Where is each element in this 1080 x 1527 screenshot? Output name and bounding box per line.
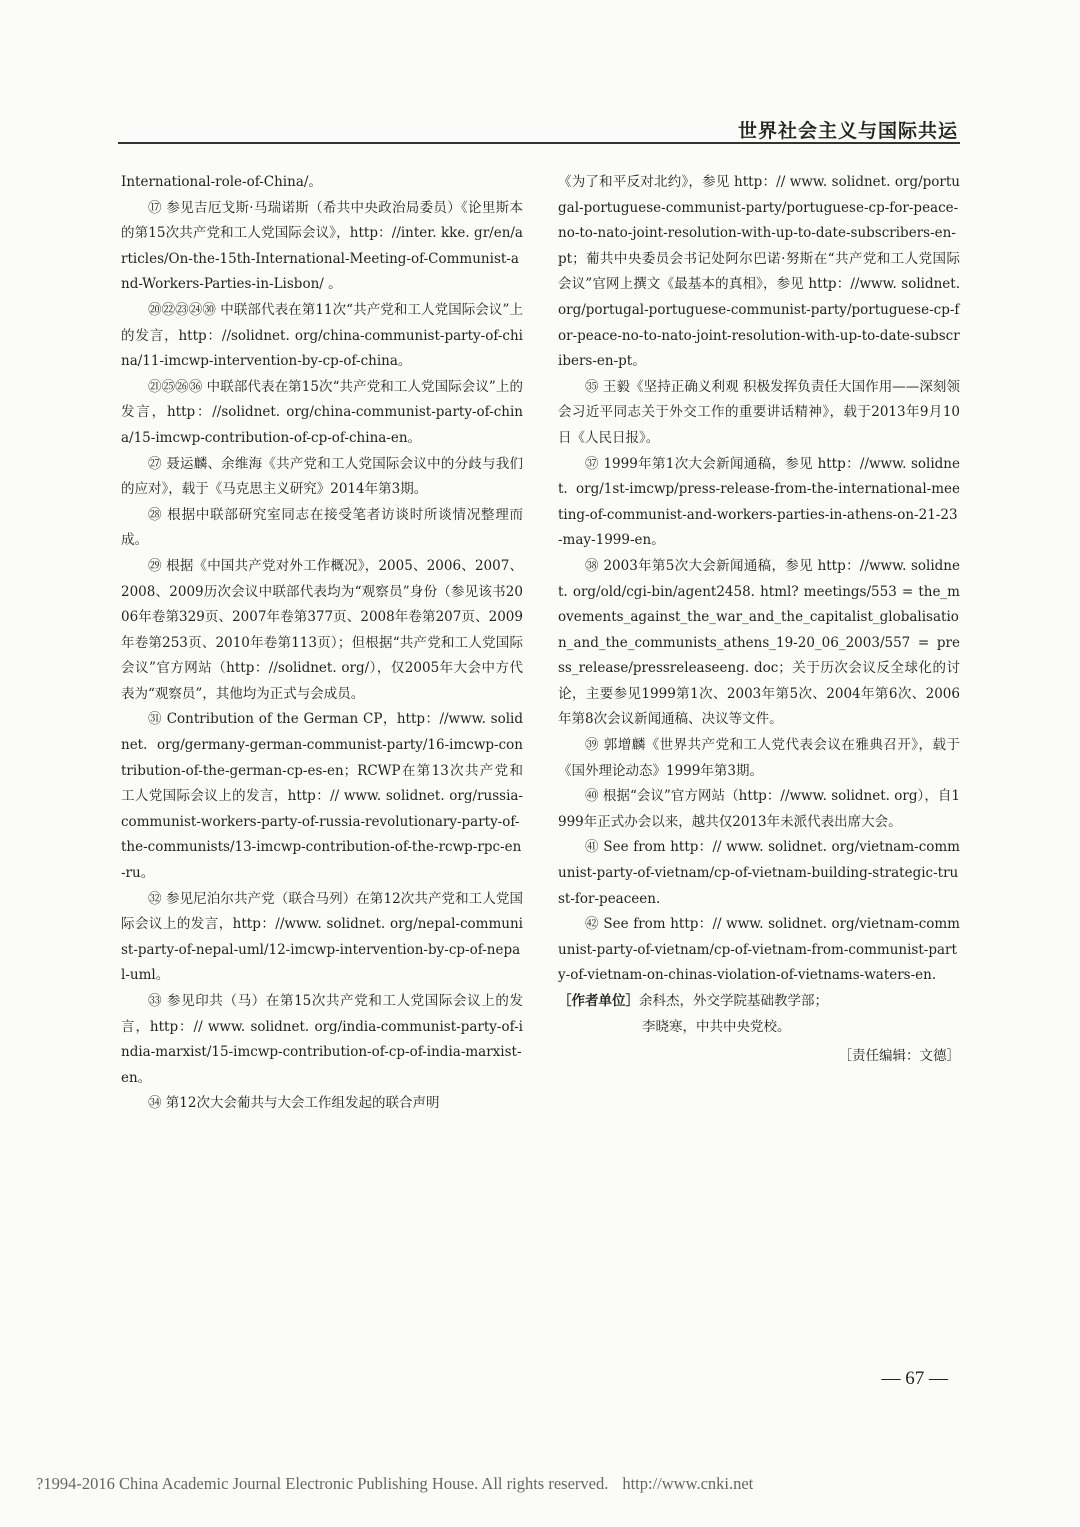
editor-note: ［责任编辑：文德］ <box>838 1048 960 1065</box>
journal-title: 世界社会主义与国际共运 <box>737 120 958 142</box>
copyright-text: ?1994-2016 China Academic Journal Electronic Publishing House. All rights reserved. <box>36 1474 609 1493</box>
author-affiliation-1: 余科杰，外交学院基础教学部； <box>639 993 828 1009</box>
footnote: ⑳㉒㉓㉔㉚ 中联部代表在第11次“共产党和工人党国际会议”上的发言，http：//solidnet. org/china-communist-party-of-china/11-imcwp-intervention-by-cp-of-china。 <box>121 301 523 370</box>
header-rule <box>118 142 960 144</box>
author-affiliation-2: 李晓寒，中共中央党校。 <box>642 1018 791 1035</box>
footnote: ⑰ 参见吉厄戈斯·马瑞诺斯（希共中央政治局委员）《论里斯本的第15次共产党和工人党国际会议》，http：//inter. kke. gr/en/articles/On-the-15th-International-Meeting-of-Communist-and-Workers-Parties-in-Lisbon/ 。 <box>121 199 523 293</box>
footnote: ㉛ Contribution of the German CP，http：//www. solidnet. org/germany-german-communist-party/16-imcwp-contribution-of-the-german-cp-es-en；RCWP在第13次共产党和工人党国际会议上的发言，http：// www. solidnet. org/russia-communist-workers-party-of-russia-revolutionary-party-of-the-communists/13-imcwp-contribution-of-the-rcwp-rpc-en-ru。 <box>121 711 523 882</box>
footnote: ㉞ 第12次大会葡共与大会工作组发起的联合声明 <box>148 1095 440 1112</box>
right-notes <box>558 170 960 989</box>
footnote: ㉘ 根据中联部研究室同志在接受笔者访谈时所谈情况整理而成。 <box>121 506 523 549</box>
footnote: ㉝ 参见印共（马）在第15次共产党和工人党国际会议上的发言，http：// www. solidnet. org/india-communist-party-of-india-marxist/15-imcwp-contribution-of-cp-of-india-marxist-en。 <box>121 993 523 1086</box>
author-block <box>558 989 960 1040</box>
footnote: ㊳ 2003年第5次大会新闻通稿，参见 http：//www. solidnet. org/old/cgi-bin/agent2458. html? meetings/553 = the_movements_against_the_war_and_the_capitalist_globalisation_and_the_communists_athens_19-20_06_2003/557 = press_release/pressreleaseeng. doc；关于历次会议反全球化的讨论，主要参见1999第1次、2003年第5次、2004年第6次、2006年第8次会议新闻通稿、决议等文件。 <box>558 557 960 728</box>
author-label: ［作者单位］ <box>558 993 639 1009</box>
page-number: — 67 — <box>881 1368 948 1389</box>
footnote: 《为了和平反对北约》，参见 http：// www. solidnet. org/portugal-portuguese-communist-party/portuguese-cp-for-peace-no-to-nato-joint-resolution-with-up-to-date-subscribers-en-pt；葡共中央委员会书记处阿尔巴诺·努斯在“共产党和工人党国际会议”官网上撰文《最基本的真相》，参见 http：//www. solidnet. org/portugal-portuguese-communist-party/portuguese-cp-for-peace-no-to-nato-joint-resolution-with-up-to-date-subscribers-en-pt。 <box>558 174 960 370</box>
footnote: ㉟ 王毅《坚持正确义利观 积极发挥负责任大国作用——深刻领会习近平同志关于外交工作的重要讲话精神》，载于2013年9月10日《人民日报》。 <box>558 378 960 446</box>
footnote: ㊵ 根据“会议”官方网站（http：//www. solidnet. org），自1999年正式办会以来，越共仅2013年未派代表出席大会。 <box>558 788 960 830</box>
author-line-1 <box>558 989 960 1015</box>
footnote: ㊲ 1999年第1次大会新闻通稿，参见 http：//www. solidnet. org/1st-imcwp/press-release-from-the-international-meeting-of-communist-and-workers-parties-in-athens-on-21-23-may-1999-en。 <box>558 455 960 549</box>
footnote: International-role-of-China/。 <box>121 174 322 190</box>
right-column <box>558 170 960 1070</box>
footnote: ㉜ 参见尼泊尔共产党（联合马列）在第12次共产党和工人党国际会议上的发言，http：//www. solidnet. org/nepal-communist-party-of-nepal-uml/12-imcwp-intervention-by-cp-of-nepal-uml。 <box>121 890 523 984</box>
footnote: ㉑㉕㉖㊱ 中联部代表在第15次“共产党和工人党国际会议”上的发言，http：//solidnet. org/china-communist-party-of-china/15-imcwp-contribution-of-cp-of-china-en。 <box>121 378 523 446</box>
footnote: ㊷ See from http：// www. solidnet. org/vietnam-communist-party-of-vietnam/cp-of-vietnam-from-communist-party-of-vietnam-on-chinas-violation-of-vietnams-waters-en. <box>558 916 960 984</box>
footnote: ㊶ See from http：// www. solidnet. org/vietnam-communist-party-of-vietnam/cp-of-vietnam-building-strategic-trust-for-peaceen. <box>558 839 960 907</box>
footer-url[interactable]: http://www.cnki.net <box>622 1474 754 1493</box>
copyright-footer <box>36 1474 753 1494</box>
footnote: ㉙ 根据《中国共产党对外工作概况》，2005、2006、2007、2008、2009历次会议中联部代表均为“观察员”身份（参见该书2006年卷第329页、2007年卷第377页、2008年卷第207页、2009年卷第253页、2010年卷第113页）；但根据“共产党和工人党国际会议”官方网站（http：//solidnet. org/），仅2005年大会中方代表为“观察员”，其他均为正式与会成员。 <box>121 557 523 702</box>
footnote: ㉗ 聂运麟、余维海《共产党和工人党国际会议中的分歧与我们的应对》，载于《马克思主义研究》2014年第3期。 <box>121 455 523 498</box>
left-column <box>121 170 523 1117</box>
footnote: ㊴ 郭增麟《世界共产党和工人党代表会议在雅典召开》，载于《国外理论动态》1999年第3期。 <box>558 737 960 779</box>
